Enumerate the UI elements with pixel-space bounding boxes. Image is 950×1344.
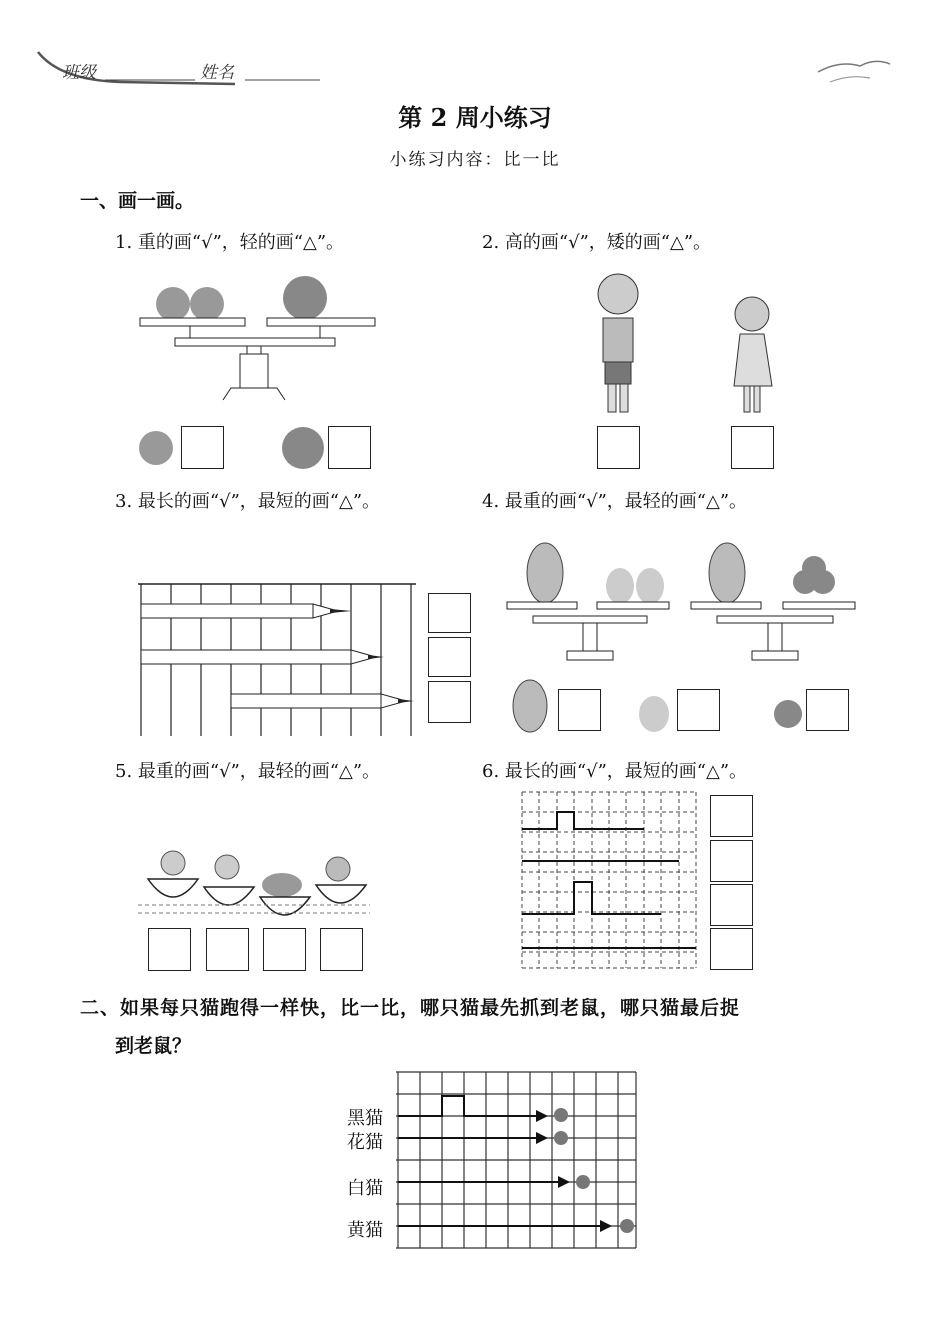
pencil-medium [141,650,384,664]
pencil-long [141,604,352,618]
answer-box-q2-girl[interactable] [731,426,774,469]
answer-box-q6-4[interactable] [710,928,753,970]
q3-pencils-grid [138,580,428,740]
page-title: 第 2 周小练习 [398,103,552,132]
q4-apple-icon [772,694,806,730]
answer-box-q5-rooster[interactable] [148,928,191,971]
answer-box-q6-1[interactable] [710,795,753,837]
q3-text: 3. 最长的画“√”，最短的画“△”。 [115,491,381,512]
q6-text: 6. 最长的画“√”，最短的画“△”。 [482,761,748,782]
answer-box-q1-apple[interactable] [328,426,371,469]
answer-box-q2-boy[interactable] [597,426,640,469]
q4-text: 4. 最重的画“√”，最轻的画“△”。 [482,491,748,512]
class-label: 班级 [62,63,96,83]
cat-label-yellow: 黄猫 [347,1220,383,1241]
q4-pineapple-icon [510,664,550,734]
answer-box-q4-apple[interactable] [806,689,849,731]
answer-box-q3-2[interactable] [428,637,471,677]
header-ornament-left [0,0,950,100]
answer-box-q5-elephant[interactable] [263,928,306,971]
answer-box-q3-3[interactable] [428,681,471,723]
section2-heading-line1: 二、如果每只猫跑得一样快，比一比，哪只猫最先抓到老鼠，哪只猫最后捉 [80,997,741,1019]
cat-race-grid [396,1070,656,1260]
answer-box-q4-pineapple[interactable] [558,689,601,731]
q4-balances-illustration [505,528,865,668]
q2-text: 2. 高的画“√”，矮的画“△”。 [482,232,712,253]
section1-heading: 一、画一画。 [80,190,195,212]
cat-label-spotted: 花猫 [347,1132,383,1153]
q1-apple-icon [280,418,328,466]
answer-box-q4-pear[interactable] [677,689,720,731]
answer-box-q3-1[interactable] [428,593,471,633]
answer-box-q5-monkey[interactable] [320,928,363,971]
cat-label-white: 白猫 [347,1178,383,1199]
q6-lines-grid [522,792,702,972]
answer-box-q6-3[interactable] [710,884,753,926]
page-subtitle: 小练习内容：比一比 [389,150,561,170]
q1-text: 1. 重的画“√”，轻的画“△”。 [115,232,345,253]
answer-box-q6-2[interactable] [710,840,753,882]
section2-heading-line2: 到老鼠？ [115,1035,192,1057]
cat-label-black: 黑猫 [347,1108,383,1129]
q5-text: 5. 最重的画“√”，最轻的画“△”。 [115,761,381,782]
q1-balance-illustration [135,262,395,402]
q4-pear-icon [637,684,677,734]
answer-box-q5-panda[interactable] [206,928,249,971]
q2-boy-illustration [590,272,650,412]
q2-girl-illustration [730,292,780,412]
q5-animals-illustration [138,845,378,925]
answer-box-q1-orange[interactable] [181,426,224,469]
pencil-short [231,694,414,708]
q1-orange-icon [138,428,178,468]
name-label: 姓名 [200,63,234,83]
